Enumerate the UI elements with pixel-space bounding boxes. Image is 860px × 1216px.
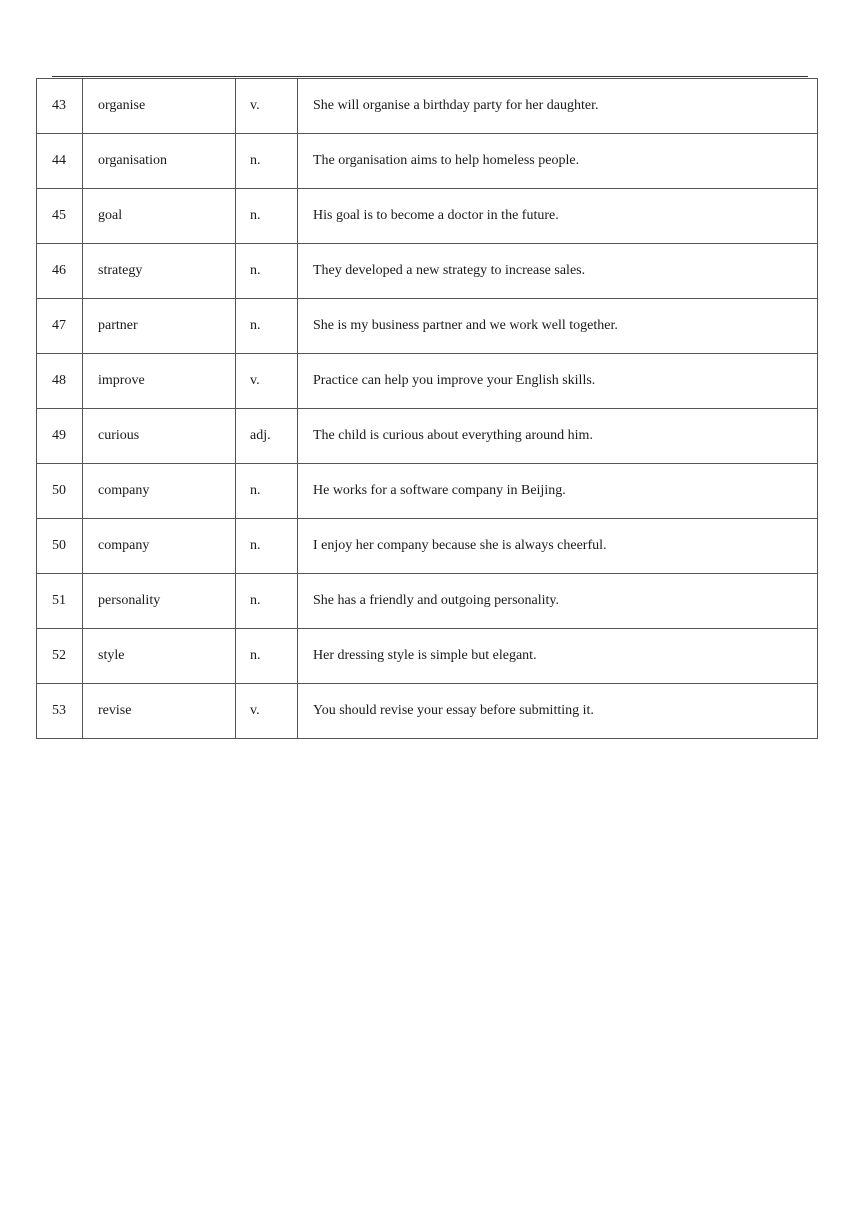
part-of-speech-cell: v. — [236, 79, 298, 134]
header-rule — [52, 76, 808, 77]
part-of-speech-cell: n. — [236, 134, 298, 189]
table-row — [37, 354, 818, 409]
example-sentence-cell: His goal is to become a doctor in the future. — [298, 189, 818, 244]
table-row — [37, 574, 818, 629]
part-of-speech-cell: v. — [236, 684, 298, 739]
row-number: 52 — [37, 629, 83, 684]
example-sentence-cell: The organisation aims to help homeless people. — [298, 134, 818, 189]
table-row — [37, 629, 818, 684]
part-of-speech-cell: n. — [236, 519, 298, 574]
word-cell: organisation — [83, 134, 236, 189]
example-sentence-cell: He works for a software company in Beijing. — [298, 464, 818, 519]
part-of-speech-cell: n. — [236, 189, 298, 244]
example-sentence-cell: They developed a new strategy to increase sales. — [298, 244, 818, 299]
table-row — [37, 519, 818, 574]
example-sentence-cell: She is my business partner and we work well together. — [298, 299, 818, 354]
row-number: 48 — [37, 354, 83, 409]
part-of-speech-cell: n. — [236, 629, 298, 684]
row-number: 50 — [37, 464, 83, 519]
example-sentence-cell: She has a friendly and outgoing personality. — [298, 574, 818, 629]
row-number: 50 — [37, 519, 83, 574]
part-of-speech-cell: n. — [236, 299, 298, 354]
example-sentence-cell: She will organise a birthday party for her daughter. — [298, 79, 818, 134]
table-row — [37, 134, 818, 189]
word-cell: personality — [83, 574, 236, 629]
example-sentence-cell: I enjoy her company because she is always cheerful. — [298, 519, 818, 574]
row-number: 49 — [37, 409, 83, 464]
vocabulary-table — [36, 78, 818, 739]
row-number: 47 — [37, 299, 83, 354]
part-of-speech-cell: v. — [236, 354, 298, 409]
example-sentence-cell: You should revise your essay before submitting it. — [298, 684, 818, 739]
table-row — [37, 189, 818, 244]
word-cell: strategy — [83, 244, 236, 299]
word-cell: style — [83, 629, 236, 684]
example-sentence-cell: The child is curious about everything around him. — [298, 409, 818, 464]
row-number: 51 — [37, 574, 83, 629]
part-of-speech-cell: adj. — [236, 409, 298, 464]
table-row — [37, 244, 818, 299]
table-row — [37, 684, 818, 739]
table-row — [37, 464, 818, 519]
word-cell: company — [83, 464, 236, 519]
word-cell: curious — [83, 409, 236, 464]
table-row — [37, 299, 818, 354]
row-number: 53 — [37, 684, 83, 739]
example-sentence-cell: Her dressing style is simple but elegant. — [298, 629, 818, 684]
word-cell: organise — [83, 79, 236, 134]
part-of-speech-cell: n. — [236, 574, 298, 629]
table-row — [37, 79, 818, 134]
word-cell: goal — [83, 189, 236, 244]
part-of-speech-cell: n. — [236, 244, 298, 299]
table-row — [37, 409, 818, 464]
row-number: 45 — [37, 189, 83, 244]
row-number: 44 — [37, 134, 83, 189]
row-number: 43 — [37, 79, 83, 134]
word-cell: partner — [83, 299, 236, 354]
example-sentence-cell: Practice can help you improve your English skills. — [298, 354, 818, 409]
word-cell: revise — [83, 684, 236, 739]
row-number: 46 — [37, 244, 83, 299]
word-cell: improve — [83, 354, 236, 409]
word-cell: company — [83, 519, 236, 574]
part-of-speech-cell: n. — [236, 464, 298, 519]
vocabulary-table-body — [37, 79, 818, 739]
